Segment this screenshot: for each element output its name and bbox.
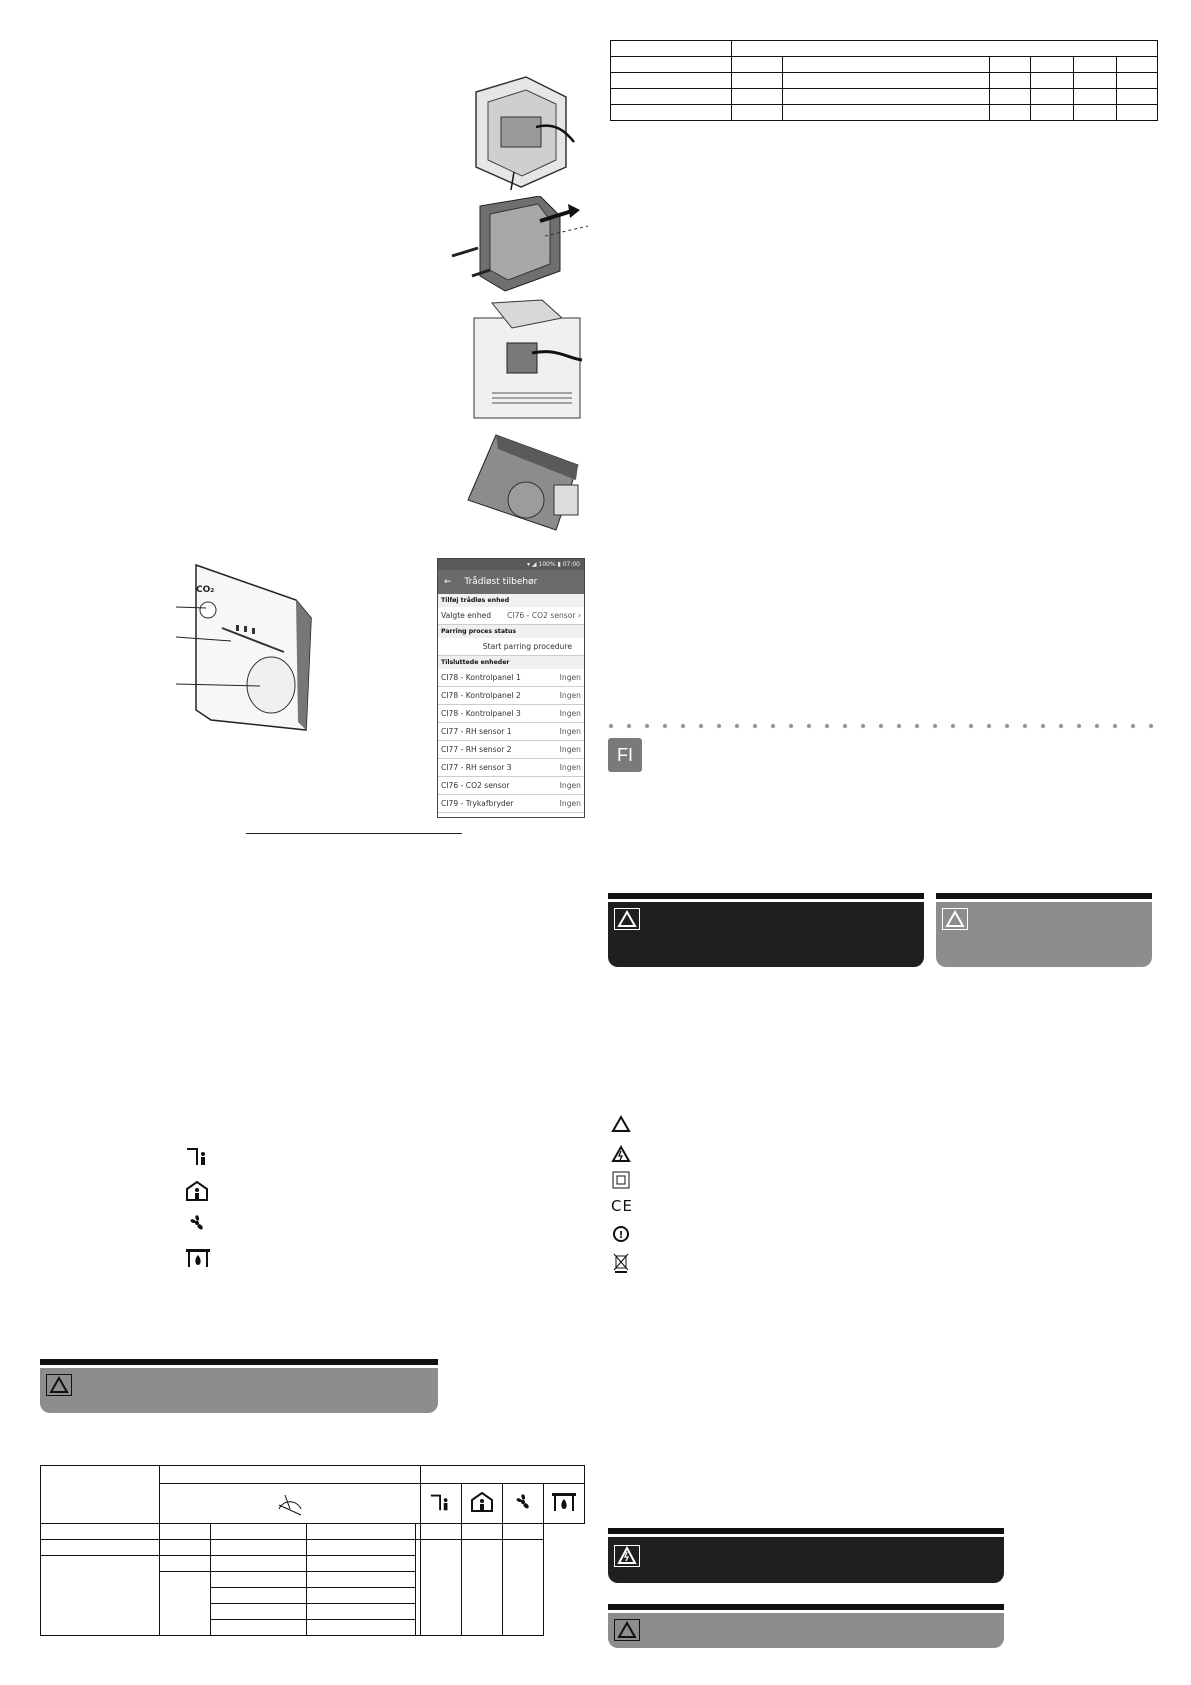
- device-status: Ingen: [559, 709, 581, 718]
- phone-title: Trådløst tilbehør: [464, 577, 538, 587]
- warning-bar: [608, 1604, 1004, 1610]
- away-icon: [429, 1491, 453, 1513]
- section-header: Tilføj trådløs enhed: [438, 594, 584, 607]
- home-icon: [470, 1491, 494, 1513]
- warning-box-grey: [936, 902, 1152, 967]
- language-badge: FI: [608, 738, 642, 772]
- spec-table-top: [610, 40, 1158, 121]
- device-status: Ingen: [559, 673, 581, 682]
- underline-link: [246, 833, 462, 834]
- device-status: Ingen: [559, 799, 581, 808]
- warning-box-grey: [40, 1368, 438, 1413]
- electric-warning-icon: [611, 1145, 631, 1163]
- warning-triangle-icon: [942, 908, 968, 930]
- device-status: Ingen: [559, 691, 581, 700]
- warning-bar: [40, 1359, 438, 1365]
- device-status: Ingen: [559, 763, 581, 772]
- section-header: Tilsluttede enheder: [438, 656, 584, 669]
- list-item[interactable]: [438, 795, 584, 813]
- install-step-4-illustration: [466, 425, 586, 535]
- fireplace-icon: [551, 1491, 577, 1513]
- selected-device-label: Valgte enhed: [441, 611, 492, 620]
- list-item[interactable]: [438, 705, 584, 723]
- device-status: Ingen: [559, 745, 581, 754]
- phone-status-bar: ▾ ◢ 100% ▮ 07:00: [438, 559, 584, 570]
- device-status: Ingen: [559, 781, 581, 790]
- list-item[interactable]: [438, 759, 584, 777]
- away-icon: [185, 1145, 211, 1167]
- warning-triangle-icon: [46, 1374, 72, 1396]
- device-status: Ingen: [559, 727, 581, 736]
- device-name: CI77 - RH sensor 2: [441, 745, 512, 754]
- weee-bin-icon: [612, 1252, 630, 1274]
- fan-icon: [186, 1212, 208, 1234]
- home-icon: [185, 1180, 209, 1202]
- caution-mark: !: [618, 1230, 624, 1241]
- device-name: CI78 - Kontrolpanel 3: [441, 709, 521, 718]
- warning-triangle-icon: [614, 908, 640, 930]
- caution-icon: [612, 1225, 630, 1243]
- install-step-1-illustration: [466, 72, 578, 192]
- device-name: CI77 - RH sensor 1: [441, 727, 512, 736]
- phone-screenshot: [437, 558, 585, 818]
- selected-device-value: CI76 - CO2 sensor: [507, 611, 576, 620]
- mode-table: [40, 1465, 585, 1636]
- list-item[interactable]: [438, 687, 584, 705]
- co2-gauge-icon: [275, 1487, 305, 1517]
- warning-triangle-icon: [614, 1619, 640, 1641]
- warning-box-dark: [608, 902, 924, 967]
- phone-app-bar: [438, 570, 584, 594]
- dotted-separator: [608, 723, 1156, 729]
- install-step-2-illustration: [450, 196, 590, 296]
- list-item[interactable]: [438, 723, 584, 741]
- arrow-left-icon[interactable]: ←: [444, 577, 452, 587]
- list-item[interactable]: [438, 777, 584, 795]
- warning-bar: [608, 1528, 1004, 1534]
- device-name: CI78 - Kontrolpanel 2: [441, 691, 521, 700]
- fan-icon: [512, 1491, 534, 1513]
- list-item[interactable]: [438, 741, 584, 759]
- electric-warning-icon: [614, 1545, 640, 1567]
- device-name: CI76 - CO2 sensor: [441, 781, 510, 790]
- device-name: CI79 - Trykafbryder: [441, 799, 514, 808]
- selected-device-row[interactable]: [438, 607, 584, 625]
- warning-triangle-icon: [611, 1115, 631, 1133]
- warning-box-grey: [608, 1613, 1004, 1648]
- warning-bar: [608, 893, 924, 899]
- chevron-right-icon: ›: [577, 611, 581, 620]
- warning-box-dark: [608, 1537, 1004, 1583]
- install-step-3-illustration: [472, 298, 584, 424]
- co2-label: CO₂: [196, 585, 215, 595]
- start-pairing-label: Start parring procedure: [482, 642, 572, 651]
- ce-mark-icon: CE: [611, 1197, 633, 1215]
- start-pairing-button[interactable]: [438, 638, 584, 656]
- fireplace-icon: [185, 1247, 211, 1269]
- device-name: CI78 - Kontrolpanel 1: [441, 673, 521, 682]
- sensor-callout-lines: [176, 600, 266, 690]
- device-name: CI77 - RH sensor 3: [441, 763, 512, 772]
- section-header: Parring proces status: [438, 625, 584, 638]
- warning-bar: [936, 893, 1152, 899]
- double-insulation-icon: [612, 1171, 630, 1189]
- list-item[interactable]: [438, 669, 584, 687]
